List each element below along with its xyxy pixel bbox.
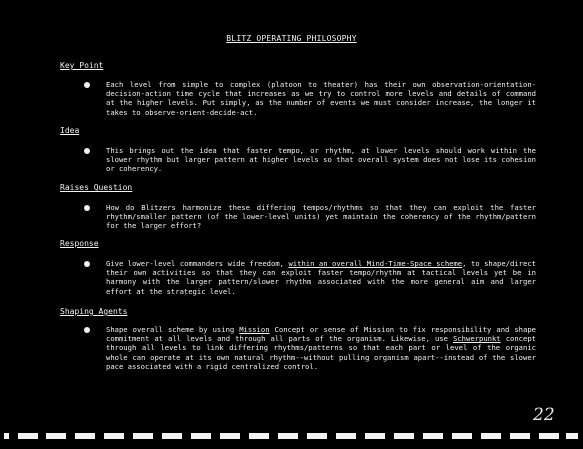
section-heading-raises-question: Raises Question (60, 183, 133, 192)
key-point-bullet (84, 82, 536, 122)
page-title: BLITZ OPERATING PHILOSOPHY (226, 34, 357, 43)
idea-text: This brings out the idea that faster tempo, or rhythm, at lower levels should work within the slower rhythm but larger pattern at higher levels so that overall system does not lose its cohesion or coherency. (106, 146, 536, 174)
section-heading-idea: Idea (60, 126, 80, 135)
response-bullet (84, 261, 536, 301)
film-sprocket (104, 433, 124, 439)
section-heading-response: Response (60, 239, 99, 248)
mission-underlined-word: Mission (239, 325, 270, 334)
bullet-dot-icon (84, 327, 90, 333)
raises-question-text: How do Blitzers harmonize these differing tempos/rhythms so that they can exploit the faster rhythm/smaller pattern (of the lower-level units) yet maintain the coherency of the rhythm/pattern for the larger effort? (106, 203, 536, 231)
response-text (106, 259, 536, 296)
film-sprocket (394, 433, 414, 439)
film-sprocket (278, 433, 298, 439)
bullet-dot-icon (84, 82, 90, 88)
response-underlined-phrase: within an overall Mind-Time-Space scheme (288, 259, 463, 268)
key-point-text: Each level from simple to complex (platoon to theater) has their own observation-orientation-decision-action time cycle that increases as we try to control more levels and details of command at the higher levels. Put simply, as the number of events we must consider increase, the longer it takes to observe-orient-decide-act. (106, 80, 536, 117)
schwerpunkt-underlined-word: Schwerpunkt (453, 334, 501, 344)
film-sprocket (191, 433, 211, 439)
film-sprocket (452, 433, 472, 439)
idea-bullet (84, 148, 536, 178)
shaping-text-part3: concept through all levels to link differing rhythms/patterns so that each part or level of the organic whole can operate at its own natural rhythm--without pulling organism apart--instead of the slower pace associated with a rigid centralized control. (106, 334, 536, 371)
film-sprocket (566, 433, 578, 439)
raises-question-bullet (84, 205, 536, 235)
film-sprocket (336, 433, 356, 439)
shaping-agents-text (106, 325, 536, 371)
film-sprocket (307, 433, 327, 439)
section-heading-key-point: Key Point (60, 61, 104, 70)
film-sprocket (4, 433, 9, 439)
film-sprocket (365, 433, 385, 439)
shaping-agents-bullet (84, 327, 536, 377)
shaping-text-part1: Shape overall scheme by using (106, 325, 240, 334)
film-sprocket (75, 433, 95, 439)
response-text-part2: , to shape/direct their own activities so that they can exploit faster tempo/rhythm at tactical levels yet be in harmony with the larger pattern/slower rhythm associated with the more general aim and larger effort at the strategic level. (106, 259, 536, 296)
film-sprocket (220, 433, 240, 439)
film-sprocket (133, 433, 153, 439)
film-sprocket (249, 433, 269, 439)
film-sprocket (18, 433, 38, 439)
film-sprocket (46, 433, 66, 439)
bullet-dot-icon (84, 261, 90, 267)
section-heading-shaping-agents: Shaping Agents (60, 307, 128, 316)
film-sprocket (162, 433, 182, 439)
film-sprocket (539, 433, 559, 439)
film-strip-border (0, 431, 583, 441)
film-sprocket (510, 433, 530, 439)
bullet-dot-icon (84, 148, 90, 154)
film-sprocket (423, 433, 443, 439)
film-sprocket (481, 433, 501, 439)
bullet-dot-icon (84, 205, 90, 211)
page-number: 22 (533, 405, 555, 425)
response-text-part1: Give lower-level commanders wide freedom, (106, 259, 289, 268)
shaping-text-part2: Concept or sense of Mission to fix responsibility and shape commitment at all levels and through all parts of the organism. Likewise, use (106, 325, 536, 344)
